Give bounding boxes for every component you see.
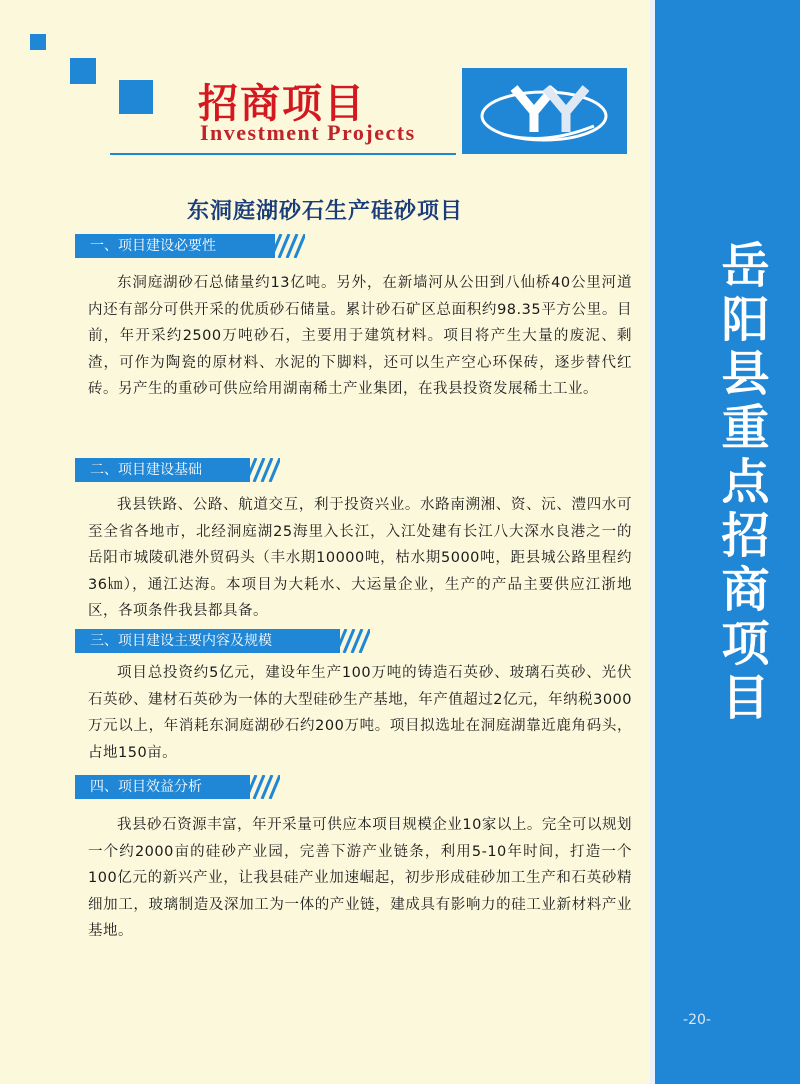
stripes-icon	[336, 629, 370, 653]
section-body-3: 项目总投资约5亿元，建设年生产100万吨的铸造石英砂、玻璃石英砂、光伏石英砂、建材石英砂为一体的大型硅砂生产基地，年产值超过2亿元，年纳税3000万元以上，年消耗东洞庭湖砂石约200万吨。项目拟选址在洞庭湖靠近鹿角码头，占地150亩。	[88, 665, 632, 761]
decor-square	[30, 34, 46, 50]
side-vertical-title: 岳阳县重点招商项目	[713, 240, 769, 726]
header-title-en: Investment Projects	[200, 120, 416, 145]
section-heading-4	[75, 775, 250, 799]
logo-mark-icon	[462, 68, 627, 154]
section-heading-2	[75, 458, 250, 482]
section-heading-label: 四、项目效益分析	[90, 779, 202, 795]
section-heading-1	[75, 234, 275, 258]
stripes-icon	[246, 458, 280, 482]
section-heading-label: 三、项目建设主要内容及规模	[90, 633, 272, 649]
decor-square	[119, 80, 153, 114]
section-body-1: 东洞庭湖砂石总储量约13亿吨。另外，在新墙河从公田到八仙桥40公里河道内还有部分可供开采的优质砂石储量。累计砂石矿区总面积约98.35平方公里。目前，年开采约2500万吨砂石，主要用于建筑材料。项目将产生大量的废泥、剩渣，可作为陶瓷的原材料、水泥的下脚料，还可以生产空心环保砖，逐步替代红砖。另产生的重砂可供应给用湖南稀土产业集团，在我县投资发展稀土工业。	[88, 275, 632, 397]
stripes-icon	[246, 775, 280, 799]
decor-square	[70, 58, 96, 84]
project-title: 东洞庭湖砂石生产硅砂项目	[186, 199, 463, 224]
header-underline	[110, 153, 456, 155]
section-body-2: 我县铁路、公路、航道交互，利于投资兴业。水路南溯湘、资、沅、澧四水可至全省各地市，北经洞庭湖25海里入长江，入江处建有长江八大深水良港之一的岳阳市城陵矶港外贸码头（丰水期10000吨，枯水期5000吨，距县城公路里程约36㎞），通江达海。本项目为大耗水、大运量企业，生产的产品主要供应江浙地区，各项条件我县都具备。	[88, 497, 632, 619]
header-title-cn: 招商项目	[198, 80, 366, 127]
section-heading-label: 二、项目建设基础	[90, 462, 202, 478]
stripes-icon	[271, 234, 305, 258]
logo	[462, 68, 627, 154]
section-heading-3	[75, 629, 340, 653]
section-heading-label: 一、项目建设必要性	[90, 238, 216, 254]
page-number: -20-	[683, 1012, 711, 1028]
section-body-4: 我县砂石资源丰富，年开采量可供应本项目规模企业10家以上。完全可以规划一个约2000亩的硅砂产业园，完善下游产业链条，利用5-10年时间，打造一个100亿元的新兴产业，让我县硅产业加速崛起，初步形成硅砂加工生产和石英砂精细加工，玻璃制造及深加工为一体的产业链，建成具有影响力的硅工业新材料产业基地。	[88, 817, 632, 939]
